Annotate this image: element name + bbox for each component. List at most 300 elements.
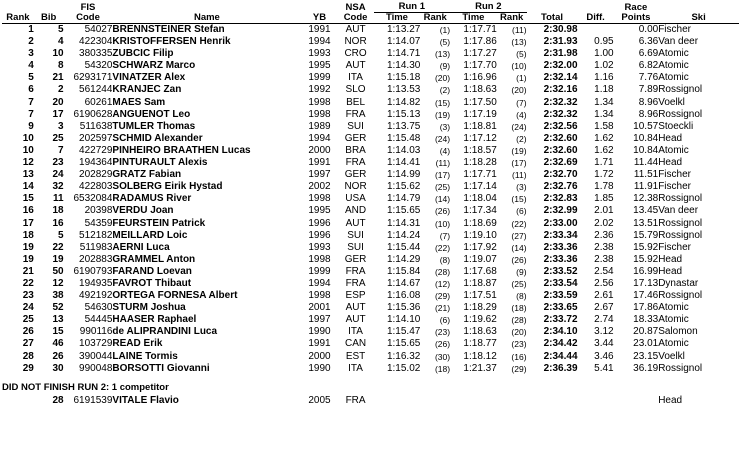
cell-run2-rank: (26) bbox=[511, 254, 527, 265]
cell-bib: 52 bbox=[52, 302, 64, 314]
cell-name: ZUBCIC Filip bbox=[112, 48, 174, 60]
cell-diff: 2.56 bbox=[594, 277, 614, 289]
cell-run1-time: 1:16.32 bbox=[386, 350, 421, 362]
cell-race-points: 11.51 bbox=[633, 169, 659, 181]
cell-total: 2:32.60 bbox=[543, 132, 578, 144]
cell-rank: 25 bbox=[22, 314, 34, 326]
cell-race-points: 7.89 bbox=[638, 84, 659, 96]
cell-name: VINATZER Alex bbox=[112, 72, 186, 84]
cell-nsa: SUI bbox=[347, 120, 364, 132]
cell-run2-time: 1:18.63 bbox=[463, 84, 497, 96]
cell-yb: 1991 bbox=[308, 24, 331, 35]
cell-diff bbox=[578, 395, 614, 407]
cell-race-points: 13.51 bbox=[633, 217, 659, 229]
cell-ski: Atomic bbox=[658, 314, 689, 326]
cell-run2-time: 1:18.28 bbox=[463, 157, 497, 169]
cell-diff: 1.85 bbox=[594, 193, 614, 205]
cell-race-points: 6.82 bbox=[638, 60, 659, 72]
cell-race-points: 6.36 bbox=[638, 36, 659, 48]
cell-run1-rank: (9) bbox=[439, 61, 451, 72]
cell-run1-time: 1:13.27 bbox=[386, 24, 421, 35]
cell-ski: Fischer bbox=[658, 24, 691, 35]
cell-rank: 16 bbox=[22, 205, 34, 217]
cell-total: 2:33.72 bbox=[543, 314, 578, 326]
cell-name: ANGUENOT Leo bbox=[112, 108, 191, 120]
cell-run2-time: 1:19.07 bbox=[463, 253, 497, 265]
cell-diff: 1.62 bbox=[594, 132, 614, 144]
cell-ski: Head bbox=[658, 253, 683, 265]
cell-run2-time: 1:17.71 bbox=[463, 169, 497, 181]
cell-diff: 3.44 bbox=[594, 338, 614, 350]
cell-run1-time: 1:15.18 bbox=[386, 72, 421, 84]
cell-race-points bbox=[614, 395, 659, 407]
cell-total: 2:32.00 bbox=[543, 60, 578, 72]
cell-run2-rank: (10) bbox=[511, 61, 527, 72]
cell-nsa: BRA bbox=[345, 144, 366, 156]
cell-ski: Rossignol bbox=[658, 217, 703, 229]
table-header bbox=[2, 2, 739, 24]
cell-run2-rank: (19) bbox=[511, 145, 527, 156]
table-row bbox=[2, 395, 739, 407]
cell-bib: 32 bbox=[52, 181, 64, 193]
cell-run1-rank: (28) bbox=[434, 266, 451, 277]
cell-run1-time: 1:14.79 bbox=[386, 193, 421, 205]
col-header-diff: Diff. bbox=[578, 2, 614, 24]
cell-yb: 1996 bbox=[308, 229, 331, 241]
cell-run1-rank: (17) bbox=[434, 170, 451, 181]
cell-fis-code: 6191539 bbox=[73, 394, 113, 406]
cell-total: 2:33.00 bbox=[543, 217, 578, 229]
cell-rank: 6 bbox=[28, 84, 34, 96]
col-header-nsa-line2: Code bbox=[343, 12, 368, 23]
cell-nsa: ESP bbox=[345, 290, 366, 302]
cell-fis-code: 202883 bbox=[79, 253, 113, 265]
cell-rank: 4 bbox=[28, 60, 34, 72]
cell-bib: 13 bbox=[52, 314, 64, 326]
cell-run1-time: 1:15.65 bbox=[386, 338, 421, 350]
cell-yb: 1994 bbox=[308, 277, 331, 289]
cell-yb: 2002 bbox=[308, 181, 331, 193]
cell-run2-time: 1:17.12 bbox=[463, 132, 497, 144]
cell-yb: 1999 bbox=[308, 265, 331, 277]
cell-total: 2:33.36 bbox=[543, 241, 578, 253]
cell-ski: Rossignol bbox=[658, 193, 703, 205]
cell-nsa: FRA bbox=[345, 265, 366, 277]
cell-race-points: 36.19 bbox=[633, 362, 659, 374]
cell-run2-time: 1:17.34 bbox=[463, 205, 497, 217]
cell-run2-rank: (11) bbox=[512, 170, 527, 181]
table-row bbox=[2, 169, 739, 181]
cell-rank: 7 bbox=[28, 96, 34, 108]
table-row bbox=[2, 338, 739, 350]
cell-run1-rank: (20) bbox=[434, 73, 451, 84]
cell-bib: 15 bbox=[52, 326, 64, 338]
cell-total: 2:33.65 bbox=[543, 302, 578, 314]
cell-fis-code: 422803 bbox=[79, 181, 113, 193]
cell-fis-code: 511983 bbox=[79, 241, 113, 253]
cell-rank bbox=[2, 395, 34, 407]
cell-rank: 9 bbox=[28, 120, 34, 132]
cell-run2-rank: (25) bbox=[511, 278, 527, 289]
cell-name: SOLBERG Eirik Hystad bbox=[112, 181, 223, 193]
table-body bbox=[2, 24, 739, 375]
cell-race-points: 10.57 bbox=[633, 120, 659, 132]
cell-yb: 1991 bbox=[308, 338, 331, 350]
cell-nsa: NOR bbox=[344, 36, 367, 48]
cell-run1-time: 1:15.44 bbox=[386, 241, 421, 253]
cell-nsa: SUI bbox=[347, 229, 364, 241]
cell-yb: 2005 bbox=[308, 394, 331, 406]
table-row bbox=[2, 72, 739, 84]
cell-run2-time: 1:18.87 bbox=[463, 277, 497, 289]
cell-name: TUMLER Thomas bbox=[112, 120, 196, 132]
cell-nsa: FRA bbox=[345, 108, 366, 120]
cell-name: de ALIPRANDINI Luca bbox=[112, 326, 218, 338]
cell-rank: 28 bbox=[22, 350, 34, 362]
table-row bbox=[2, 230, 739, 242]
cell-bib: 30 bbox=[52, 362, 64, 374]
cell-rank: 18 bbox=[22, 229, 34, 241]
cell-diff: 2.38 bbox=[594, 253, 614, 265]
cell-diff: 1.02 bbox=[594, 60, 614, 72]
cell-race-points: 13.45 bbox=[633, 205, 659, 217]
cell-yb: 1993 bbox=[308, 241, 331, 253]
cell-race-points: 11.44 bbox=[633, 157, 659, 169]
cell-run2-rank: (13) bbox=[511, 37, 527, 48]
cell-fis-code: 194364 bbox=[79, 157, 113, 169]
cell-run1-rank: (5) bbox=[439, 37, 451, 48]
header-row-groups bbox=[2, 2, 739, 13]
cell-rank: 19 bbox=[22, 253, 34, 265]
cell-nsa: GER bbox=[344, 253, 367, 265]
cell-diff: 2.67 bbox=[594, 302, 614, 314]
cell-run1-rank: (14) bbox=[434, 194, 451, 205]
cell-bib: 2 bbox=[58, 84, 64, 96]
cell-nsa: CRO bbox=[344, 48, 367, 60]
cell-name: LAINE Tormis bbox=[112, 350, 178, 362]
cell-name: HAASER Raphael bbox=[112, 314, 197, 326]
cell-yb: 1991 bbox=[308, 157, 331, 169]
cell-run1-rank: (19) bbox=[434, 109, 451, 120]
cell-rank: 24 bbox=[22, 302, 34, 314]
cell-run1-time: 1:15.62 bbox=[386, 181, 421, 193]
cell-total: 2:32.70 bbox=[543, 169, 578, 181]
cell-diff: 2.54 bbox=[594, 265, 614, 277]
cell-rank: 2 bbox=[28, 36, 34, 48]
cell-ski: Rossignol bbox=[658, 108, 703, 120]
cell-run1-rank: (23) bbox=[434, 327, 451, 338]
cell-yb: 1992 bbox=[308, 84, 331, 96]
cell-bib: 3 bbox=[58, 120, 64, 132]
cell-ski: Atomic bbox=[658, 302, 689, 314]
cell-bib: 4 bbox=[58, 36, 64, 48]
cell-run2-time: 1:17.92 bbox=[463, 241, 497, 253]
cell-run2-time: 1:18.77 bbox=[463, 338, 497, 350]
cell-run2-rank: (16) bbox=[511, 351, 527, 362]
cell-race-points: 15.92 bbox=[633, 253, 659, 265]
cell-total: 2:34.42 bbox=[543, 338, 578, 350]
col-header-total: Total bbox=[527, 2, 578, 24]
cell-name: FEURSTEIN Patrick bbox=[112, 217, 206, 229]
cell-diff: 1.78 bbox=[594, 181, 614, 193]
cell-diff: 3.12 bbox=[594, 326, 614, 338]
cell-run1-rank: (29) bbox=[434, 291, 451, 302]
cell-run1-rank: (6) bbox=[439, 315, 451, 326]
col-header-race-points bbox=[614, 2, 659, 24]
cell-run1-rank: (10) bbox=[434, 218, 451, 229]
cell-run1-rank: (26) bbox=[434, 339, 451, 350]
cell-race-points: 17.86 bbox=[633, 302, 659, 314]
cell-run2-rank: (8) bbox=[516, 291, 527, 302]
cell-run1-time: 1:14.10 bbox=[386, 314, 421, 326]
col-header-race-points-line1: Race bbox=[624, 2, 648, 13]
col-header-run1-rank: Rank bbox=[420, 13, 450, 24]
cell-run2-rank: (27) bbox=[511, 230, 527, 241]
cell-diff: 2.38 bbox=[594, 241, 614, 253]
cell-yb: 1998 bbox=[308, 96, 331, 108]
cell-fis-code: 990116 bbox=[79, 326, 113, 338]
cell-diff: 0.95 bbox=[594, 36, 614, 48]
cell-bib: 18 bbox=[52, 205, 64, 217]
cell-rank: 23 bbox=[22, 290, 34, 302]
table-row bbox=[2, 181, 739, 193]
cell-ski: Fischer bbox=[658, 181, 691, 193]
cell-nsa: SLO bbox=[345, 84, 366, 96]
cell-name: BORSOTTI Giovanni bbox=[112, 362, 210, 374]
cell-run1-time: 1:14.67 bbox=[386, 277, 421, 289]
col-header-fis-line1: FIS bbox=[80, 2, 96, 13]
cell-ski: Rossignol bbox=[658, 84, 703, 96]
cell-name: MEILLARD Loic bbox=[112, 229, 188, 241]
dnf-title: DID NOT FINISH RUN 2: 1 competitor bbox=[2, 381, 169, 393]
cell-total: 2:31.93 bbox=[543, 36, 578, 48]
cell-diff: 1.58 bbox=[594, 120, 614, 132]
cell-diff: 1.71 bbox=[594, 157, 614, 169]
cell-run2-time: 1:17.71 bbox=[463, 24, 497, 35]
cell-ski: Voelkl bbox=[658, 350, 685, 362]
cell-fis-code: 60261 bbox=[84, 96, 113, 108]
cell-run1-time: 1:15.02 bbox=[386, 362, 421, 374]
cell-run1-rank bbox=[420, 395, 450, 407]
cell-run2-rank: (23) bbox=[511, 339, 527, 350]
cell-yb: 2001 bbox=[308, 302, 331, 314]
table-row bbox=[2, 326, 739, 338]
cell-yb: 1996 bbox=[308, 217, 331, 229]
cell-yb: 1998 bbox=[308, 253, 331, 265]
cell-run2-rank: (1) bbox=[516, 73, 527, 84]
cell-run1-time: 1:14.07 bbox=[386, 36, 421, 48]
cell-run1-rank: (11) bbox=[435, 158, 451, 169]
cell-bib: 50 bbox=[52, 265, 64, 277]
cell-ski: Atomic bbox=[658, 48, 689, 60]
table-row bbox=[2, 36, 739, 48]
cell-nsa: GER bbox=[344, 132, 367, 144]
cell-race-points: 23.01 bbox=[633, 338, 659, 350]
cell-total: 2:32.69 bbox=[543, 157, 578, 169]
cell-diff: 1.72 bbox=[594, 169, 614, 181]
cell-ski: Atomic bbox=[658, 338, 689, 350]
cell-run1-time: 1:15.65 bbox=[386, 205, 421, 217]
cell-nsa: AUT bbox=[345, 60, 366, 72]
cell-run1-rank: (26) bbox=[434, 206, 451, 217]
cell-run2-time: 1:18.69 bbox=[463, 217, 497, 229]
cell-nsa: AUT bbox=[345, 302, 366, 314]
cell-bib: 19 bbox=[52, 253, 64, 265]
cell-yb: 1993 bbox=[308, 48, 331, 60]
cell-total: 2:32.60 bbox=[543, 144, 578, 156]
cell-diff: 2.74 bbox=[594, 314, 614, 326]
cell-run2-time: 1:17.19 bbox=[463, 108, 497, 120]
cell-run1-rank: (1) bbox=[439, 25, 451, 35]
cell-bib: 10 bbox=[52, 48, 64, 60]
cell-race-points: 17.13 bbox=[633, 277, 659, 289]
table-row bbox=[2, 97, 739, 109]
cell-fis-code: 492192 bbox=[79, 290, 113, 302]
cell-run2-rank: (22) bbox=[511, 218, 527, 229]
cell-run2-rank: (15) bbox=[511, 194, 527, 205]
cell-name: KRANJEC Zan bbox=[112, 84, 182, 96]
col-header-nsa-line1: NSA bbox=[345, 2, 366, 13]
cell-rank: 1 bbox=[28, 24, 34, 35]
cell-run2-time: 1:16.96 bbox=[463, 72, 497, 84]
cell-nsa: ITA bbox=[348, 362, 363, 374]
cell-run2-time: 1:19.62 bbox=[463, 314, 497, 326]
table-row bbox=[2, 218, 739, 230]
cell-race-points: 20.87 bbox=[633, 326, 659, 338]
table-row bbox=[2, 133, 739, 145]
cell-rank: 17 bbox=[22, 217, 34, 229]
cell-name: GRATZ Fabian bbox=[112, 169, 182, 181]
cell-run2-rank: (9) bbox=[516, 266, 527, 277]
cell-bib: 46 bbox=[52, 338, 64, 350]
cell-fis-code: 561244 bbox=[79, 84, 113, 96]
cell-rank: 15 bbox=[22, 193, 34, 205]
cell-name: FAVROT Thibaut bbox=[112, 277, 192, 289]
cell-total: 2:32.83 bbox=[543, 193, 578, 205]
cell-run1-rank: (24) bbox=[434, 133, 451, 144]
cell-name: VITALE Flavio bbox=[112, 394, 179, 406]
cell-fis-code: 54359 bbox=[84, 217, 113, 229]
cell-bib: 26 bbox=[52, 350, 64, 362]
cell-run2-time bbox=[450, 395, 497, 407]
cell-nsa: AND bbox=[345, 205, 367, 217]
cell-fis-code: 6190628 bbox=[73, 108, 113, 120]
dnf-body bbox=[2, 395, 739, 407]
cell-ski: Fischer bbox=[658, 241, 691, 253]
cell-yb: 1998 bbox=[308, 290, 331, 302]
cell-diff: 1.00 bbox=[594, 48, 614, 60]
cell-rank: 22 bbox=[22, 277, 34, 289]
cell-fis-code: 422729 bbox=[79, 144, 113, 156]
cell-ski: Head bbox=[658, 394, 683, 406]
cell-nsa: NOR bbox=[344, 181, 367, 193]
cell-ski: Rossignol bbox=[658, 290, 703, 302]
cell-fis-code: 54320 bbox=[84, 60, 113, 72]
cell-rank: 5 bbox=[28, 72, 34, 84]
cell-yb: 1994 bbox=[308, 132, 331, 144]
cell-yb: 1998 bbox=[308, 193, 331, 205]
cell-run2-time: 1:17.27 bbox=[463, 48, 497, 60]
cell-run2-time: 1:18.57 bbox=[463, 144, 497, 156]
table-row bbox=[2, 242, 739, 254]
cell-run1-time: 1:15.47 bbox=[386, 326, 421, 338]
cell-run1-rank: (7) bbox=[439, 230, 451, 241]
cell-diff: 1.18 bbox=[594, 84, 614, 96]
cell-race-points: 10.84 bbox=[633, 132, 659, 144]
cell-run2-time: 1:17.14 bbox=[463, 181, 497, 193]
cell-yb: 1990 bbox=[308, 362, 331, 374]
cell-rank: 26 bbox=[22, 326, 34, 338]
table-row bbox=[2, 48, 739, 60]
cell-bib: 20 bbox=[52, 96, 64, 108]
cell-run2-rank: (7) bbox=[516, 97, 527, 108]
cell-run2-time: 1:19.10 bbox=[463, 229, 497, 241]
cell-total: 2:33.54 bbox=[543, 277, 578, 289]
cell-nsa: USA bbox=[345, 193, 366, 205]
cell-run1-rank: (30) bbox=[434, 351, 451, 362]
cell-bib: 23 bbox=[52, 157, 64, 169]
cell-diff: 1.62 bbox=[594, 144, 614, 156]
cell-run1-time: 1:14.30 bbox=[386, 60, 421, 72]
cell-race-points: 7.76 bbox=[638, 72, 659, 84]
cell-run1-rank: (21) bbox=[434, 303, 451, 314]
cell-total: 2:32.32 bbox=[543, 96, 578, 108]
cell-total bbox=[527, 395, 578, 407]
cell-bib: 7 bbox=[58, 144, 64, 156]
cell-bib: 25 bbox=[52, 132, 64, 144]
cell-run2-rank: (28) bbox=[511, 315, 527, 326]
cell-bib: 17 bbox=[52, 108, 64, 120]
table-row bbox=[2, 278, 739, 290]
cell-fis-code: 6532084 bbox=[73, 193, 113, 205]
table-row bbox=[2, 205, 739, 217]
cell-ski: Atomic bbox=[658, 144, 689, 156]
cell-fis-code: 54027 bbox=[84, 24, 113, 35]
col-header-run2-rank: Rank bbox=[497, 13, 527, 24]
cell-yb: 1998 bbox=[308, 108, 331, 120]
cell-race-points: 12.38 bbox=[633, 193, 659, 205]
cell-run2-rank: (2) bbox=[516, 133, 527, 144]
cell-run1-rank: (18) bbox=[434, 363, 451, 374]
cell-nsa: ITA bbox=[348, 326, 363, 338]
cell-diff: 2.01 bbox=[594, 205, 614, 217]
cell-total: 2:32.14 bbox=[543, 72, 578, 84]
col-header-name: Name bbox=[112, 2, 301, 24]
cell-race-points: 16.99 bbox=[633, 265, 659, 277]
cell-run2-rank: (3) bbox=[516, 182, 527, 193]
cell-total: 2:32.32 bbox=[543, 108, 578, 120]
cell-rank: 10 bbox=[22, 144, 34, 156]
cell-nsa: SUI bbox=[347, 241, 364, 253]
cell-run2-time: 1:17.51 bbox=[463, 290, 497, 302]
col-header-rank: Rank bbox=[2, 2, 34, 24]
cell-yb: 1997 bbox=[308, 169, 331, 181]
cell-run2-rank: (29) bbox=[511, 363, 527, 374]
cell-run1-time: 1:14.99 bbox=[386, 169, 421, 181]
col-header-run2-time: Time bbox=[450, 13, 497, 24]
cell-ski: Head bbox=[658, 132, 683, 144]
cell-run1-time: 1:16.08 bbox=[386, 290, 421, 302]
cell-run1-rank: (12) bbox=[434, 278, 451, 289]
cell-nsa: CAN bbox=[345, 338, 367, 350]
table-row bbox=[2, 266, 739, 278]
cell-fis-code: 20398 bbox=[84, 205, 113, 217]
cell-run1-rank: (8) bbox=[439, 254, 451, 265]
cell-bib: 24 bbox=[52, 169, 64, 181]
cell-run2-rank: (14) bbox=[511, 242, 527, 253]
cell-total: 2:32.56 bbox=[543, 120, 578, 132]
cell-nsa: AUT bbox=[345, 24, 366, 35]
